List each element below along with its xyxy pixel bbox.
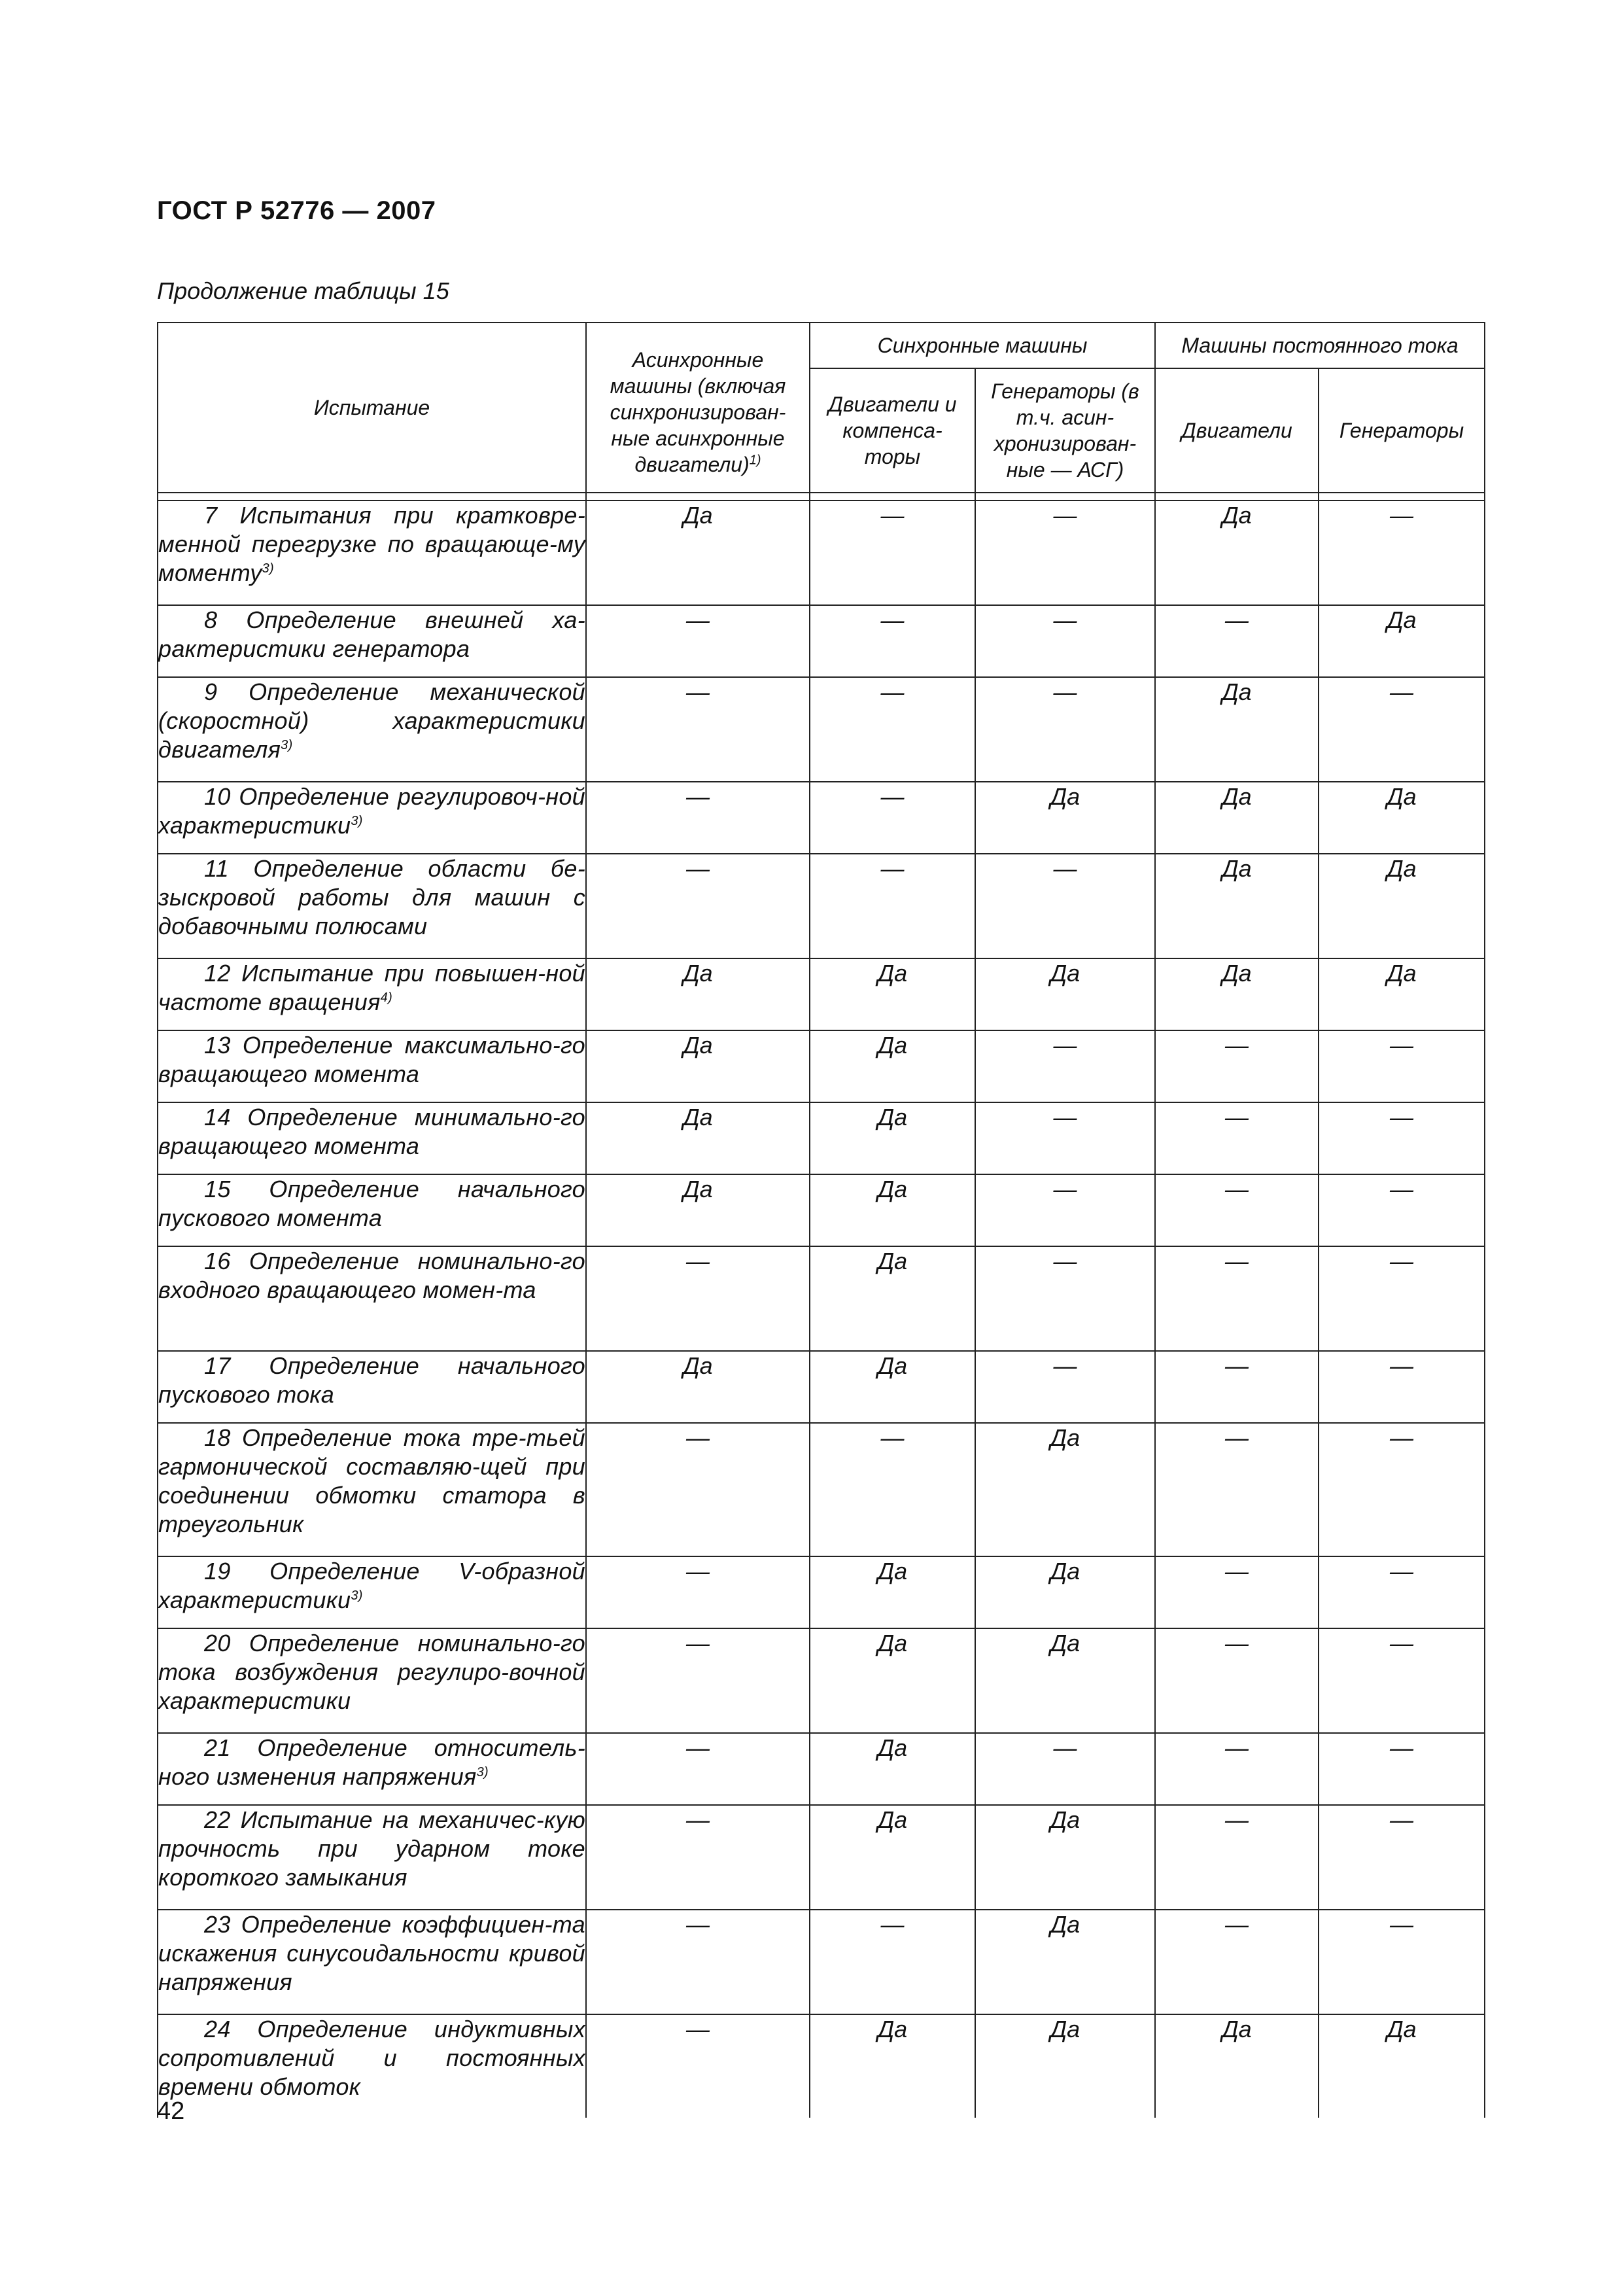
applicability-cell: — <box>586 1910 810 2014</box>
applicability-cell: Да <box>975 782 1155 854</box>
test-name-cell <box>158 782 586 854</box>
applicability-cell: — <box>810 782 975 854</box>
header-dc-group: Машины постоянного тока <box>1155 323 1485 368</box>
applicability-cell: — <box>1319 1423 1485 1556</box>
footnote-ref: 3) <box>351 1588 363 1603</box>
test-name-cell <box>158 1030 586 1102</box>
table-row <box>158 605 1485 677</box>
applicability-cell: — <box>586 1246 810 1351</box>
footnote-ref: 3) <box>351 814 363 828</box>
test-name-cell <box>158 1628 586 1733</box>
applicability-cell: Да <box>586 958 810 1030</box>
applicability-cell: Да <box>810 1628 975 1733</box>
applicability-cell: — <box>1155 1351 1319 1423</box>
applicability-cell: Да <box>1319 782 1485 854</box>
table-row <box>158 1102 1485 1174</box>
test-name-cell <box>158 1733 586 1805</box>
test-name-cell <box>158 1246 586 1351</box>
applicability-cell: — <box>975 1246 1155 1351</box>
header-test: Испытание <box>158 323 586 493</box>
applicability-cell: — <box>1319 1351 1485 1423</box>
applicability-cell: — <box>1319 1174 1485 1246</box>
applicability-cell: — <box>1319 1805 1485 1910</box>
applicability-cell: Да <box>1155 500 1319 605</box>
applicability-cell: — <box>975 1174 1155 1246</box>
table-row <box>158 1246 1485 1351</box>
applicability-cell: — <box>810 677 975 782</box>
applicability-cell: — <box>1155 1423 1319 1556</box>
applicability-cell: — <box>1155 1910 1319 2014</box>
table-row <box>158 1423 1485 1556</box>
applicability-cell: — <box>810 854 975 958</box>
applicability-cell: — <box>1155 1628 1319 1733</box>
applicability-cell: — <box>1155 1556 1319 1628</box>
test-name: 8 Определение внешней ха-рактеристики генератора <box>158 606 585 662</box>
test-name: 7 Испытания при кратковре-менной перегрузке по вращающе-му моменту <box>158 502 585 586</box>
applicability-cell: — <box>586 1805 810 1910</box>
applicability-cell: — <box>810 1910 975 2014</box>
tests-table <box>157 322 1485 2118</box>
applicability-cell: — <box>586 782 810 854</box>
applicability-cell: Да <box>975 958 1155 1030</box>
footnote-ref: 4) <box>380 990 393 1005</box>
test-name: 21 Определение относитель-ного изменения напряжения <box>158 1734 585 1790</box>
test-name-cell <box>158 1910 586 2014</box>
applicability-cell: Да <box>810 1805 975 1910</box>
applicability-cell: — <box>975 500 1155 605</box>
test-name: 18 Определение тока тре-тьей гармонической составляю-щей при соединении обмотки статора в треугольник <box>158 1424 585 1537</box>
header-sync-generators: Генераторы (в т.ч. асин-хронизирован-ные — АСГ) <box>975 368 1155 493</box>
applicability-cell: — <box>975 854 1155 958</box>
header-async-label: Асинхронные машины (включая синхронизирован-ные асинхронные двигатели) <box>610 348 786 476</box>
test-name: 23 Определение коэффициен-та искажения синусоидальности кривой напряжения <box>158 1911 585 1995</box>
applicability-cell: — <box>1319 1246 1485 1351</box>
header-separator <box>158 493 1485 500</box>
test-name-cell <box>158 677 586 782</box>
applicability-cell: — <box>1319 1556 1485 1628</box>
table-caption: Продолжение таблицы 15 <box>157 277 449 304</box>
test-name: 14 Определение минимально-го вращающего момента <box>158 1104 585 1159</box>
applicability-cell: Да <box>975 1423 1155 1556</box>
applicability-cell: Да <box>1155 854 1319 958</box>
applicability-cell: Да <box>975 1805 1155 1910</box>
applicability-cell: Да <box>586 1102 810 1174</box>
table-row <box>158 677 1485 782</box>
applicability-cell: — <box>810 605 975 677</box>
test-name: 15 Определение начального пускового момента <box>158 1176 585 1231</box>
applicability-cell: — <box>1319 1910 1485 2014</box>
applicability-cell: — <box>975 1733 1155 1805</box>
applicability-cell: — <box>1319 1030 1485 1102</box>
table-header <box>158 323 1485 500</box>
applicability-cell: Да <box>810 1174 975 1246</box>
page-number: 42 <box>157 2097 185 2125</box>
applicability-cell: Да <box>1155 2014 1319 2118</box>
applicability-cell: Да <box>586 1030 810 1102</box>
applicability-cell: — <box>586 1556 810 1628</box>
applicability-cell: Да <box>810 1351 975 1423</box>
applicability-cell: — <box>975 605 1155 677</box>
applicability-cell: Да <box>1319 2014 1485 2118</box>
test-name: 20 Определение номинально-го тока возбуждения регулиро-вочной характеристики <box>158 1630 585 1714</box>
table-row <box>158 1556 1485 1628</box>
applicability-cell: — <box>586 1423 810 1556</box>
applicability-cell: Да <box>1319 958 1485 1030</box>
header-dc-generators: Генераторы <box>1319 368 1485 493</box>
test-name: 19 Определение V-образной характеристики <box>158 1558 585 1613</box>
applicability-cell: — <box>586 2014 810 2118</box>
applicability-cell: — <box>586 1733 810 1805</box>
table-row <box>158 1351 1485 1423</box>
applicability-cell: Да <box>1319 605 1485 677</box>
applicability-cell: — <box>1155 1246 1319 1351</box>
applicability-cell: — <box>586 605 810 677</box>
applicability-cell: — <box>586 677 810 782</box>
applicability-cell: — <box>1155 1102 1319 1174</box>
footnote-ref: 3) <box>281 738 293 752</box>
header-dc-motors: Двигатели <box>1155 368 1319 493</box>
table-row <box>158 1733 1485 1805</box>
table-row <box>158 854 1485 958</box>
applicability-cell: Да <box>975 1628 1155 1733</box>
table-row <box>158 782 1485 854</box>
test-name-cell <box>158 2014 586 2118</box>
table-row <box>158 1805 1485 1910</box>
applicability-cell: — <box>1319 1733 1485 1805</box>
applicability-cell: — <box>1155 1733 1319 1805</box>
table-row <box>158 958 1485 1030</box>
applicability-cell: — <box>975 1351 1155 1423</box>
applicability-cell: — <box>975 677 1155 782</box>
applicability-cell: Да <box>810 1030 975 1102</box>
applicability-cell: Да <box>810 1102 975 1174</box>
test-name-cell <box>158 854 586 958</box>
applicability-cell: Да <box>975 1910 1155 2014</box>
applicability-cell: Да <box>1155 958 1319 1030</box>
applicability-cell: — <box>1155 1030 1319 1102</box>
test-name-cell <box>158 1351 586 1423</box>
applicability-cell: Да <box>975 1556 1155 1628</box>
table-row <box>158 1174 1485 1246</box>
header-sync-group: Синхронные машины <box>810 323 1155 368</box>
test-name-cell <box>158 1423 586 1556</box>
applicability-cell: — <box>586 854 810 958</box>
footnote-ref: 3) <box>262 561 274 576</box>
header-sync-motors: Двигатели и компенса-торы <box>810 368 975 493</box>
test-name: 22 Испытание на механичес-кую прочность при ударном токе короткого замыкания <box>158 1806 585 1891</box>
header-async-note: 1) <box>749 453 761 468</box>
applicability-cell: Да <box>586 500 810 605</box>
applicability-cell: — <box>1155 1805 1319 1910</box>
table-row <box>158 1628 1485 1733</box>
applicability-cell: — <box>1319 677 1485 782</box>
applicability-cell: — <box>1319 1102 1485 1174</box>
test-name-cell <box>158 500 586 605</box>
table-row <box>158 2014 1485 2118</box>
applicability-cell: — <box>1155 1174 1319 1246</box>
test-name: 12 Испытание при повышен-ной частоте вращения <box>158 960 585 1015</box>
test-name-cell <box>158 1805 586 1910</box>
test-name: 13 Определение максимально-го вращающего момента <box>158 1032 585 1087</box>
applicability-cell: — <box>586 1628 810 1733</box>
table-body <box>158 500 1485 2118</box>
table-row <box>158 1910 1485 2014</box>
test-name-cell <box>158 958 586 1030</box>
table-row <box>158 1030 1485 1102</box>
test-name-cell <box>158 1556 586 1628</box>
applicability-cell: Да <box>810 958 975 1030</box>
test-name: 17 Определение начального пускового тока <box>158 1352 585 1408</box>
applicability-cell: Да <box>1155 677 1319 782</box>
applicability-cell: Да <box>810 1556 975 1628</box>
applicability-cell: — <box>810 500 975 605</box>
test-name: 24 Определение индуктивных сопротивлений и постоянных времени обмоток <box>158 2016 585 2100</box>
applicability-cell: Да <box>975 2014 1155 2118</box>
applicability-cell: — <box>975 1030 1155 1102</box>
test-name: 16 Определение номинально-го входного вращающего момен-та <box>158 1248 585 1303</box>
applicability-cell: Да <box>586 1351 810 1423</box>
applicability-cell: — <box>810 1423 975 1556</box>
applicability-cell: Да <box>810 1733 975 1805</box>
table-row <box>158 500 1485 605</box>
test-name-cell <box>158 1174 586 1246</box>
applicability-cell: Да <box>586 1174 810 1246</box>
header-async <box>586 323 810 493</box>
test-name-cell <box>158 605 586 677</box>
applicability-cell: — <box>1319 1628 1485 1733</box>
applicability-cell: Да <box>1319 854 1485 958</box>
test-name: 10 Определение регулировоч-ной характеристики <box>158 783 585 839</box>
applicability-cell: — <box>1319 500 1485 605</box>
footnote-ref: 3) <box>476 1765 489 1779</box>
test-name-cell <box>158 1102 586 1174</box>
applicability-cell: Да <box>810 1246 975 1351</box>
applicability-cell: Да <box>810 2014 975 2118</box>
test-name: 11 Определение области бе-зыскровой работы для машин с добавочными полюсами <box>158 855 585 939</box>
applicability-cell: — <box>975 1102 1155 1174</box>
document-code: ГОСТ Р 52776 — 2007 <box>157 196 436 225</box>
test-name: 9 Определение механической (скоростной) характеристики двигателя <box>158 678 585 763</box>
applicability-cell: — <box>1155 605 1319 677</box>
applicability-cell: Да <box>1155 782 1319 854</box>
